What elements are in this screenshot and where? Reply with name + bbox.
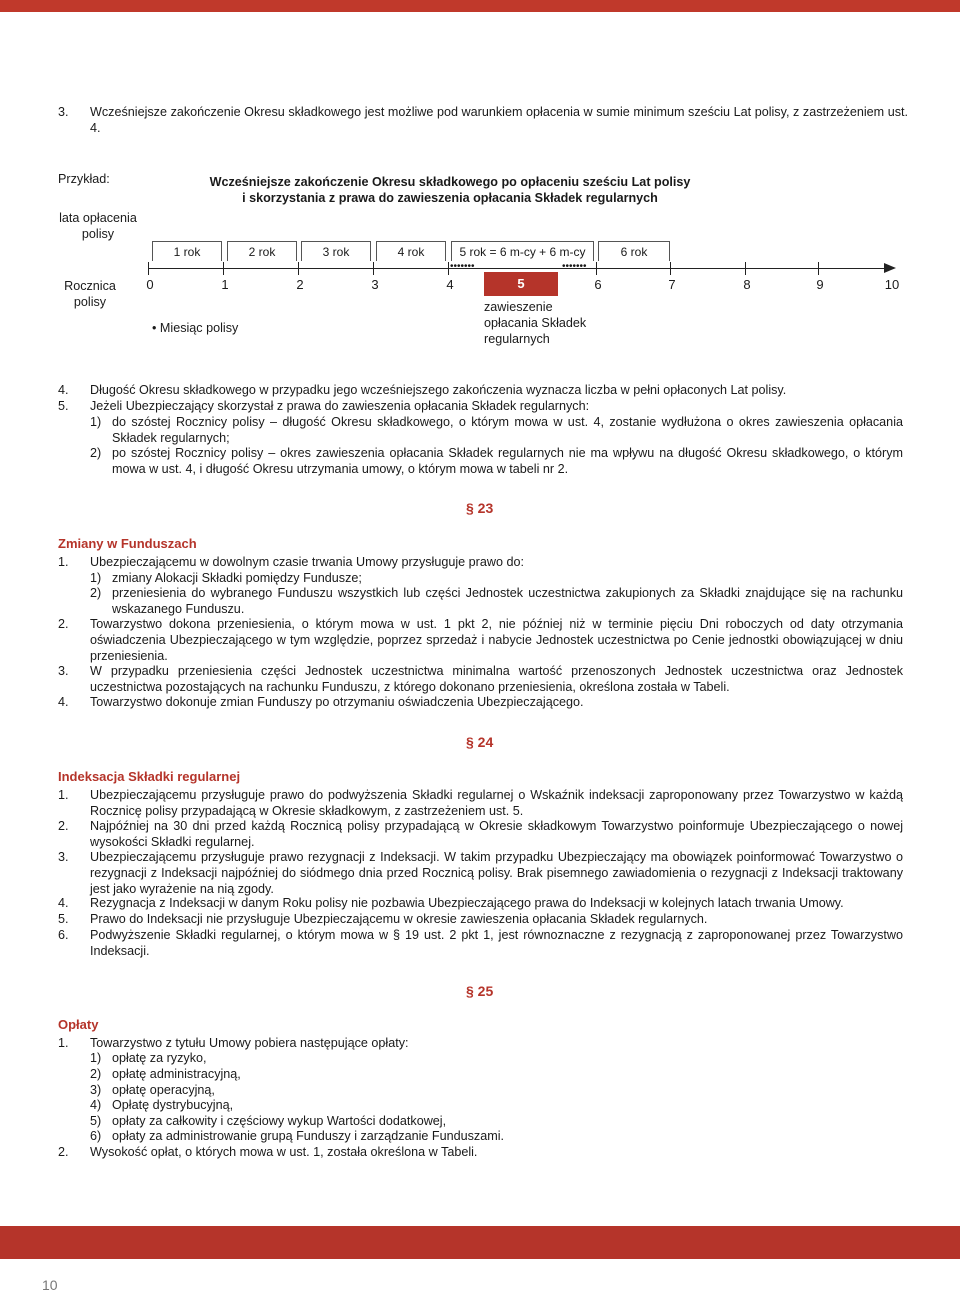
tick-label: 2 — [296, 277, 304, 292]
item-text: Wysokość opłat, o których mowa w ust. 1, została określona w Tabeli. — [90, 1145, 478, 1159]
item-text: Wcześniejsze zakończenie Okresu składkowego jest możliwe pod warunkiem opłacenia w sumie minimum sześciu Lat polisy, z zastrzeżeniem ust. 4. — [90, 105, 908, 135]
item-number: 3. — [58, 105, 69, 119]
year-box: 3 rok — [301, 241, 371, 261]
item-number: 1. — [58, 555, 69, 569]
item-number: 4. — [58, 695, 69, 709]
item-number: 5. — [58, 399, 69, 413]
item-text: opłaty za administrowanie grupą Funduszy i zarządzanie Funduszami. — [112, 1129, 505, 1143]
item-text: Rezygnacja z Indeksacji w danym Roku polisy nie pozbawia Ubezpieczającego prawa do Indeksacji w kolejnych latach trwania Umowy. — [90, 896, 844, 910]
tick-label: 7 — [668, 277, 676, 292]
item-number: 3. — [58, 850, 69, 864]
item-number: 2. — [58, 1145, 69, 1159]
page-number: 10 — [42, 1277, 58, 1293]
axis-tick — [148, 262, 149, 275]
item-number: 3) — [90, 1083, 102, 1097]
item-text: Najpóźniej na 30 dni przed każdą Rocznicą polisy przypadającą w Okresie składkowym Towarzystwo poinformuje Ubezpieczającego o nowej wysokości Składki regularnej. — [90, 819, 903, 849]
item-number: 5) — [90, 1114, 102, 1128]
axis-tick — [596, 262, 597, 275]
diagram-title-line2: i skorzystania z prawa do zawieszenia opłacania Składek regularnych — [242, 191, 658, 205]
tick-label: 3 — [371, 277, 379, 292]
item-text: opłaty za całkowity i częściowy wykup Wartości dodatkowej, — [112, 1114, 447, 1128]
item-text: Ubezpieczającemu przysługuje prawo do podwyższenia Składki regularnej o Wskaźnik indeksacji zaproponowany przez Towarzystwo w każdą Rocznicę polisy przypadającą w Okresie składkowym, z zastrzeżeniem ust. 5. — [90, 788, 903, 818]
item-number: 1) — [90, 415, 102, 429]
item-number: 3. — [58, 664, 69, 678]
tick-label: 4 — [446, 277, 454, 292]
item-number: 4. — [58, 383, 69, 397]
item-text: do szóstej Rocznicy polisy – długość Okresu składkowego, o którym mowa w ust. 4, zostanie wydłużona o okres zawieszenia opłacania Składek regularnych; — [112, 415, 903, 445]
item-text: Towarzystwo z tytułu Umowy pobiera następujące opłaty: — [90, 1036, 409, 1050]
item-text: opłatę administracyjną, — [112, 1067, 241, 1081]
example-label: Przykład: — [58, 172, 110, 186]
section-heading: Zmiany w Funduszach — [58, 536, 197, 551]
section-heading: Opłaty — [58, 1017, 99, 1032]
arrow-head-icon — [884, 262, 898, 276]
item-number: 1. — [58, 788, 69, 802]
axis-tick — [818, 262, 819, 275]
paragraph-number: § 24 — [466, 734, 494, 750]
item-text: Prawo do Indeksacji nie przysługuje Ubezpieczającemu w okresie zawieszenia opłacania Składek regularnych. — [90, 912, 708, 926]
section-heading: Indeksacja Składki regularnej — [58, 769, 241, 784]
item-text: Długość Okresu składkowego w przypadku jego wcześniejszego zakończenia wyznacza liczba w pełni opłaconych Lat polisy. — [90, 383, 787, 397]
item-number: 4) — [90, 1098, 102, 1112]
anniversary-label: Rocznica polisy — [64, 279, 116, 309]
timeline-axis — [148, 268, 892, 269]
paragraph-number: § 25 — [466, 983, 494, 999]
tick-label: 10 — [884, 277, 900, 292]
bottom-accent-bar — [0, 1226, 960, 1259]
item-text: Towarzystwo dokona przeniesienia, o którym mowa w ust. 1 pkt 2, nie później niż w terminie pięciu Dni roboczych od daty otrzymania oświadczenia Ubezpieczającego w tym względzie, poprzez sprzedaż i nabycie Jednostek uczestnictwa po Cenie jednostki obowiązującej w dniu przeniesienia. — [90, 617, 903, 663]
item-text: Opłatę dystrybucyjną, — [112, 1098, 234, 1112]
axis-tick — [298, 262, 299, 275]
item-number: 2) — [90, 1067, 102, 1081]
year-box: 5 rok = 6 m-cy + 6 m-cy — [451, 241, 594, 261]
axis-tick — [373, 262, 374, 275]
item-number: 1. — [58, 1036, 69, 1050]
item-text: Ubezpieczającemu przysługuje prawo rezygnacji z Indeksacji. W takim przypadku Ubezpieczający ma obowiązek poinformować Towarzystwo o rezygnacji z Indeksacji najpóźniej do siódmego dnia przed Rocznicą polisy. Brak pisemnego zawiadomienia o rezygnacji z Indeksacji traktowany jest jako wyrażenie na nią zgody. — [90, 850, 903, 896]
item-number: 1) — [90, 1051, 102, 1065]
month-label: • Miesiąc polisy — [152, 321, 239, 335]
year-box: 2 rok — [227, 241, 297, 261]
item-text: opłatę operacyjną, — [112, 1083, 215, 1097]
axis-tick — [448, 262, 449, 275]
item-number: 5. — [58, 912, 69, 926]
diagram-title-line1: Wcześniejsze zakończenie Okresu składkowego po opłaceniu sześciu Lat polisy — [209, 175, 691, 189]
axis-tick — [670, 262, 671, 275]
axis-tick — [745, 262, 746, 275]
tick-label: 1 — [221, 277, 229, 292]
item-number: 2) — [90, 446, 102, 460]
item-number: 4. — [58, 896, 69, 910]
item-text: Jeżeli Ubezpieczający skorzystał z prawa do zawieszenia opłacania Składek regularnych: — [90, 399, 590, 413]
paragraph-number: § 23 — [466, 500, 494, 516]
item-text: po szóstej Rocznicy polisy – okres zawieszenia opłacania Składek regularnych nie ma wpływu na długość Okresu składkowego, o którym mowa w ust. 4, i długość Okresu utrzymania umowy, o którym mowa w tabeli nr 2. — [112, 446, 903, 476]
tick-label: 6 — [594, 277, 602, 292]
item-text: Podwyższenie Składki regularnej, o którym mowa w § 19 ust. 2 pkt 1, jest równoznaczne z rezygnacją z zaproponowanej przez Towarzystwo Indeksacji. — [90, 928, 903, 958]
axis-tick — [223, 262, 224, 275]
item-number: 1) — [90, 571, 102, 585]
item-text: zmiany Alokacji Składki pomiędzy Fundusze; — [112, 571, 362, 585]
tick-label: 0 — [146, 277, 154, 292]
item-text: przeniesienia do wybranego Funduszu wszystkich lub części Jednostek uczestnictwa zakupionych za Składki znajdujące się na rachunku wskazanego Funduszu. — [112, 586, 903, 616]
years-paid-label: lata opłacenia polisy — [59, 211, 137, 241]
year-box: 1 rok — [152, 241, 222, 261]
item-number: 2) — [90, 586, 102, 600]
item-text: W przypadku przeniesienia części Jednostek uczestnictwa minimalna wartość przenoszonych Jednostek uczestnictwa oraz Jednostek uczestnictwa pozostających na rachunku Funduszu, z którego dokonano przeniesienia, określona została w Tabeli. — [90, 664, 903, 694]
item-number: 6. — [58, 928, 69, 942]
year-box: 4 rok — [376, 241, 446, 261]
dotted-connector: ••••••• — [562, 261, 587, 272]
item-text: Ubezpieczającemu w dowolnym czasie trwania Umowy przysługuje prawo do: — [90, 555, 524, 569]
suspension-highlight: 5 — [484, 272, 558, 296]
item-text: opłatę za ryzyko, — [112, 1051, 207, 1065]
item-text: Towarzystwo dokonuje zmian Funduszy po otrzymaniu oświadczenia Ubezpieczającego. — [90, 695, 584, 709]
top-accent-divider — [0, 12, 960, 15]
year-box: 6 rok — [598, 241, 670, 261]
item-number: 2. — [58, 819, 69, 833]
item-number: 6) — [90, 1129, 102, 1143]
tick-label: 8 — [743, 277, 751, 292]
tick-label: 9 — [816, 277, 824, 292]
dotted-connector: ••••••• — [450, 261, 475, 272]
suspension-label: zawieszenie opłacania Składek regularnych — [484, 300, 587, 346]
item-number: 2. — [58, 617, 69, 631]
